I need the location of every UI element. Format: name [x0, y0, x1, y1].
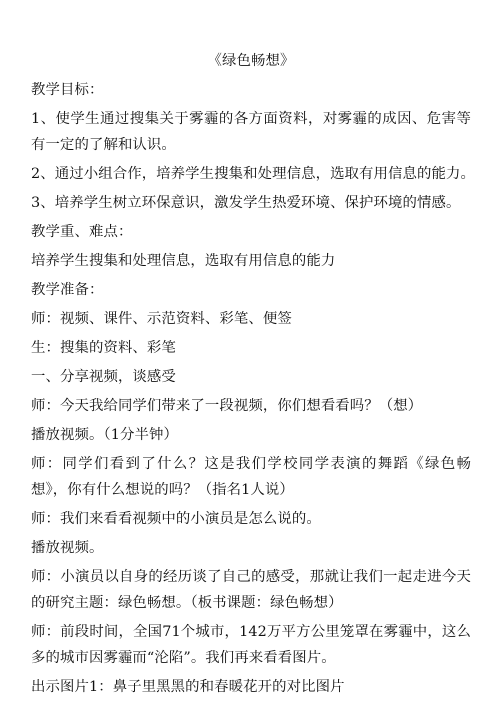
teacher-line-2: 师：同学们看到了什么？这是我们学校同学表演的舞蹈《绿色畅想》，你有什么想说的吗？（指名1人说） — [31, 456, 471, 498]
objective-3: 3、培养学生树立环保意识，激发学生热爱环境、保护环境的情感。 — [31, 195, 461, 211]
section-heading-preparation: 教学准备： — [31, 282, 104, 298]
teacher-materials: 师：视频、课件、示范资料、彩笔、便签 — [31, 311, 292, 327]
teacher-line-3: 师：我们来看看视频中的小演员是怎么说的。 — [31, 511, 321, 527]
section-heading-objectives: 教学目标： — [31, 82, 104, 98]
student-materials: 生：搜集的资料、彩笔 — [31, 340, 176, 356]
teacher-line-1: 师：今天我给同学们带来了一段视频，你们想看看吗？（想） — [31, 398, 423, 414]
section-heading-part-1: 一、分享视频，谈感受 — [31, 369, 176, 385]
show-picture-1: 出示图片1：鼻子里黑黑的和春暖花开的对比图片 — [31, 679, 345, 695]
objective-2: 2、通过小组合作，培养学生搜集和处理信息，选取有用信息的能力。 — [31, 166, 475, 182]
document-title: 《绿色畅想》 — [207, 53, 295, 69]
teacher-line-4: 师：小演员以自身的经历谈了自己的感受，那就让我们一起走进今天的研究主题：绿色畅想。（板书课题：绿色畅想） — [31, 569, 471, 611]
play-video-2: 播放视频。 — [31, 540, 104, 556]
play-video-1: 播放视频。（1分半钟） — [31, 427, 178, 443]
key-points-text: 培养学生搜集和处理信息，选取有用信息的能力 — [31, 253, 336, 269]
objective-1: 1、使学生通过搜集关于雾霾的各方面资料，对雾霾的成因、危害等有一定的了解和认识。 — [31, 111, 471, 153]
document-body — [31, 48, 475, 703]
section-heading-key-points: 教学重、难点： — [31, 224, 133, 240]
teacher-line-5: 师：前段时间，全国71个城市，142万平方公里笼罩在雾霾中，这么多的城市因雾霾而“沦陷”。我们再来看看图片。 — [31, 624, 471, 666]
